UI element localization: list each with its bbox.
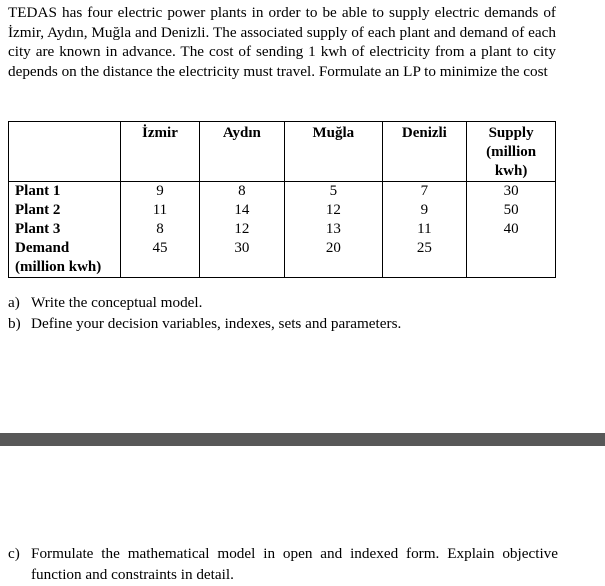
header-corner xyxy=(9,122,121,182)
row-label: Plant 3 xyxy=(9,220,121,239)
questions-ab xyxy=(8,292,568,334)
header-izmir: İzmir xyxy=(121,122,199,182)
question-b xyxy=(8,313,568,334)
question-text: Formulate the mathematical model in open and indexed form. Explain objective function and constraints in detail. xyxy=(31,545,558,583)
table-cell: 11 xyxy=(121,201,199,220)
cost-table xyxy=(8,121,556,278)
table-cell: 9 xyxy=(382,201,467,220)
header-supply: Supply (million kwh) xyxy=(467,122,556,182)
table-cell: 20 xyxy=(285,239,382,278)
table-cell: 12 xyxy=(285,201,382,220)
table-cell: 7 xyxy=(382,182,467,202)
table-cell: 8 xyxy=(121,220,199,239)
table-row-plant-2 xyxy=(9,201,556,220)
question-letter: c) xyxy=(8,545,20,562)
question-text: Write the conceptual model. xyxy=(31,294,203,311)
table-cell: 30 xyxy=(467,182,556,202)
problem-statement: TEDAS has four electric power plants in order to be able to supply electric demands of İzmir, Aydın, Muğla and Denizli. The associated supply of each plant and demand of each city are known in advance. The cost of sending 1 kwh of electricity from a plant to city depends on the distance the electricity must travel. Formulate an LP to minimize the cost xyxy=(8,4,556,80)
question-c xyxy=(8,543,558,585)
table-cell: 45 xyxy=(121,239,199,278)
table-cell: 40 xyxy=(467,220,556,239)
header-mugla: Muğla xyxy=(285,122,382,182)
table-cell: 50 xyxy=(467,201,556,220)
table-cell: 8 xyxy=(199,182,285,202)
table-cell: 14 xyxy=(199,201,285,220)
question-a xyxy=(8,292,568,313)
question-letter: b) xyxy=(8,315,21,332)
page-separator xyxy=(0,433,605,446)
table-cell xyxy=(467,239,556,278)
table-cell: 13 xyxy=(285,220,382,239)
table-row-demand xyxy=(9,239,556,278)
question-text: Define your decision variables, indexes, sets and parameters. xyxy=(31,315,402,332)
question-letter: a) xyxy=(8,294,20,311)
table-row-plant-3 xyxy=(9,220,556,239)
table-cell: 9 xyxy=(121,182,199,202)
row-label: Demand (million kwh) xyxy=(9,239,121,278)
table-cell: 12 xyxy=(199,220,285,239)
table-cell: 30 xyxy=(199,239,285,278)
table-cell: 25 xyxy=(382,239,467,278)
table-header-row xyxy=(9,122,556,182)
table-cell: 5 xyxy=(285,182,382,202)
table-row-plant-1 xyxy=(9,182,556,202)
row-label: Plant 2 xyxy=(9,201,121,220)
header-denizli: Denizli xyxy=(382,122,467,182)
table-cell: 11 xyxy=(382,220,467,239)
header-aydin: Aydın xyxy=(199,122,285,182)
row-label: Plant 1 xyxy=(9,182,121,202)
